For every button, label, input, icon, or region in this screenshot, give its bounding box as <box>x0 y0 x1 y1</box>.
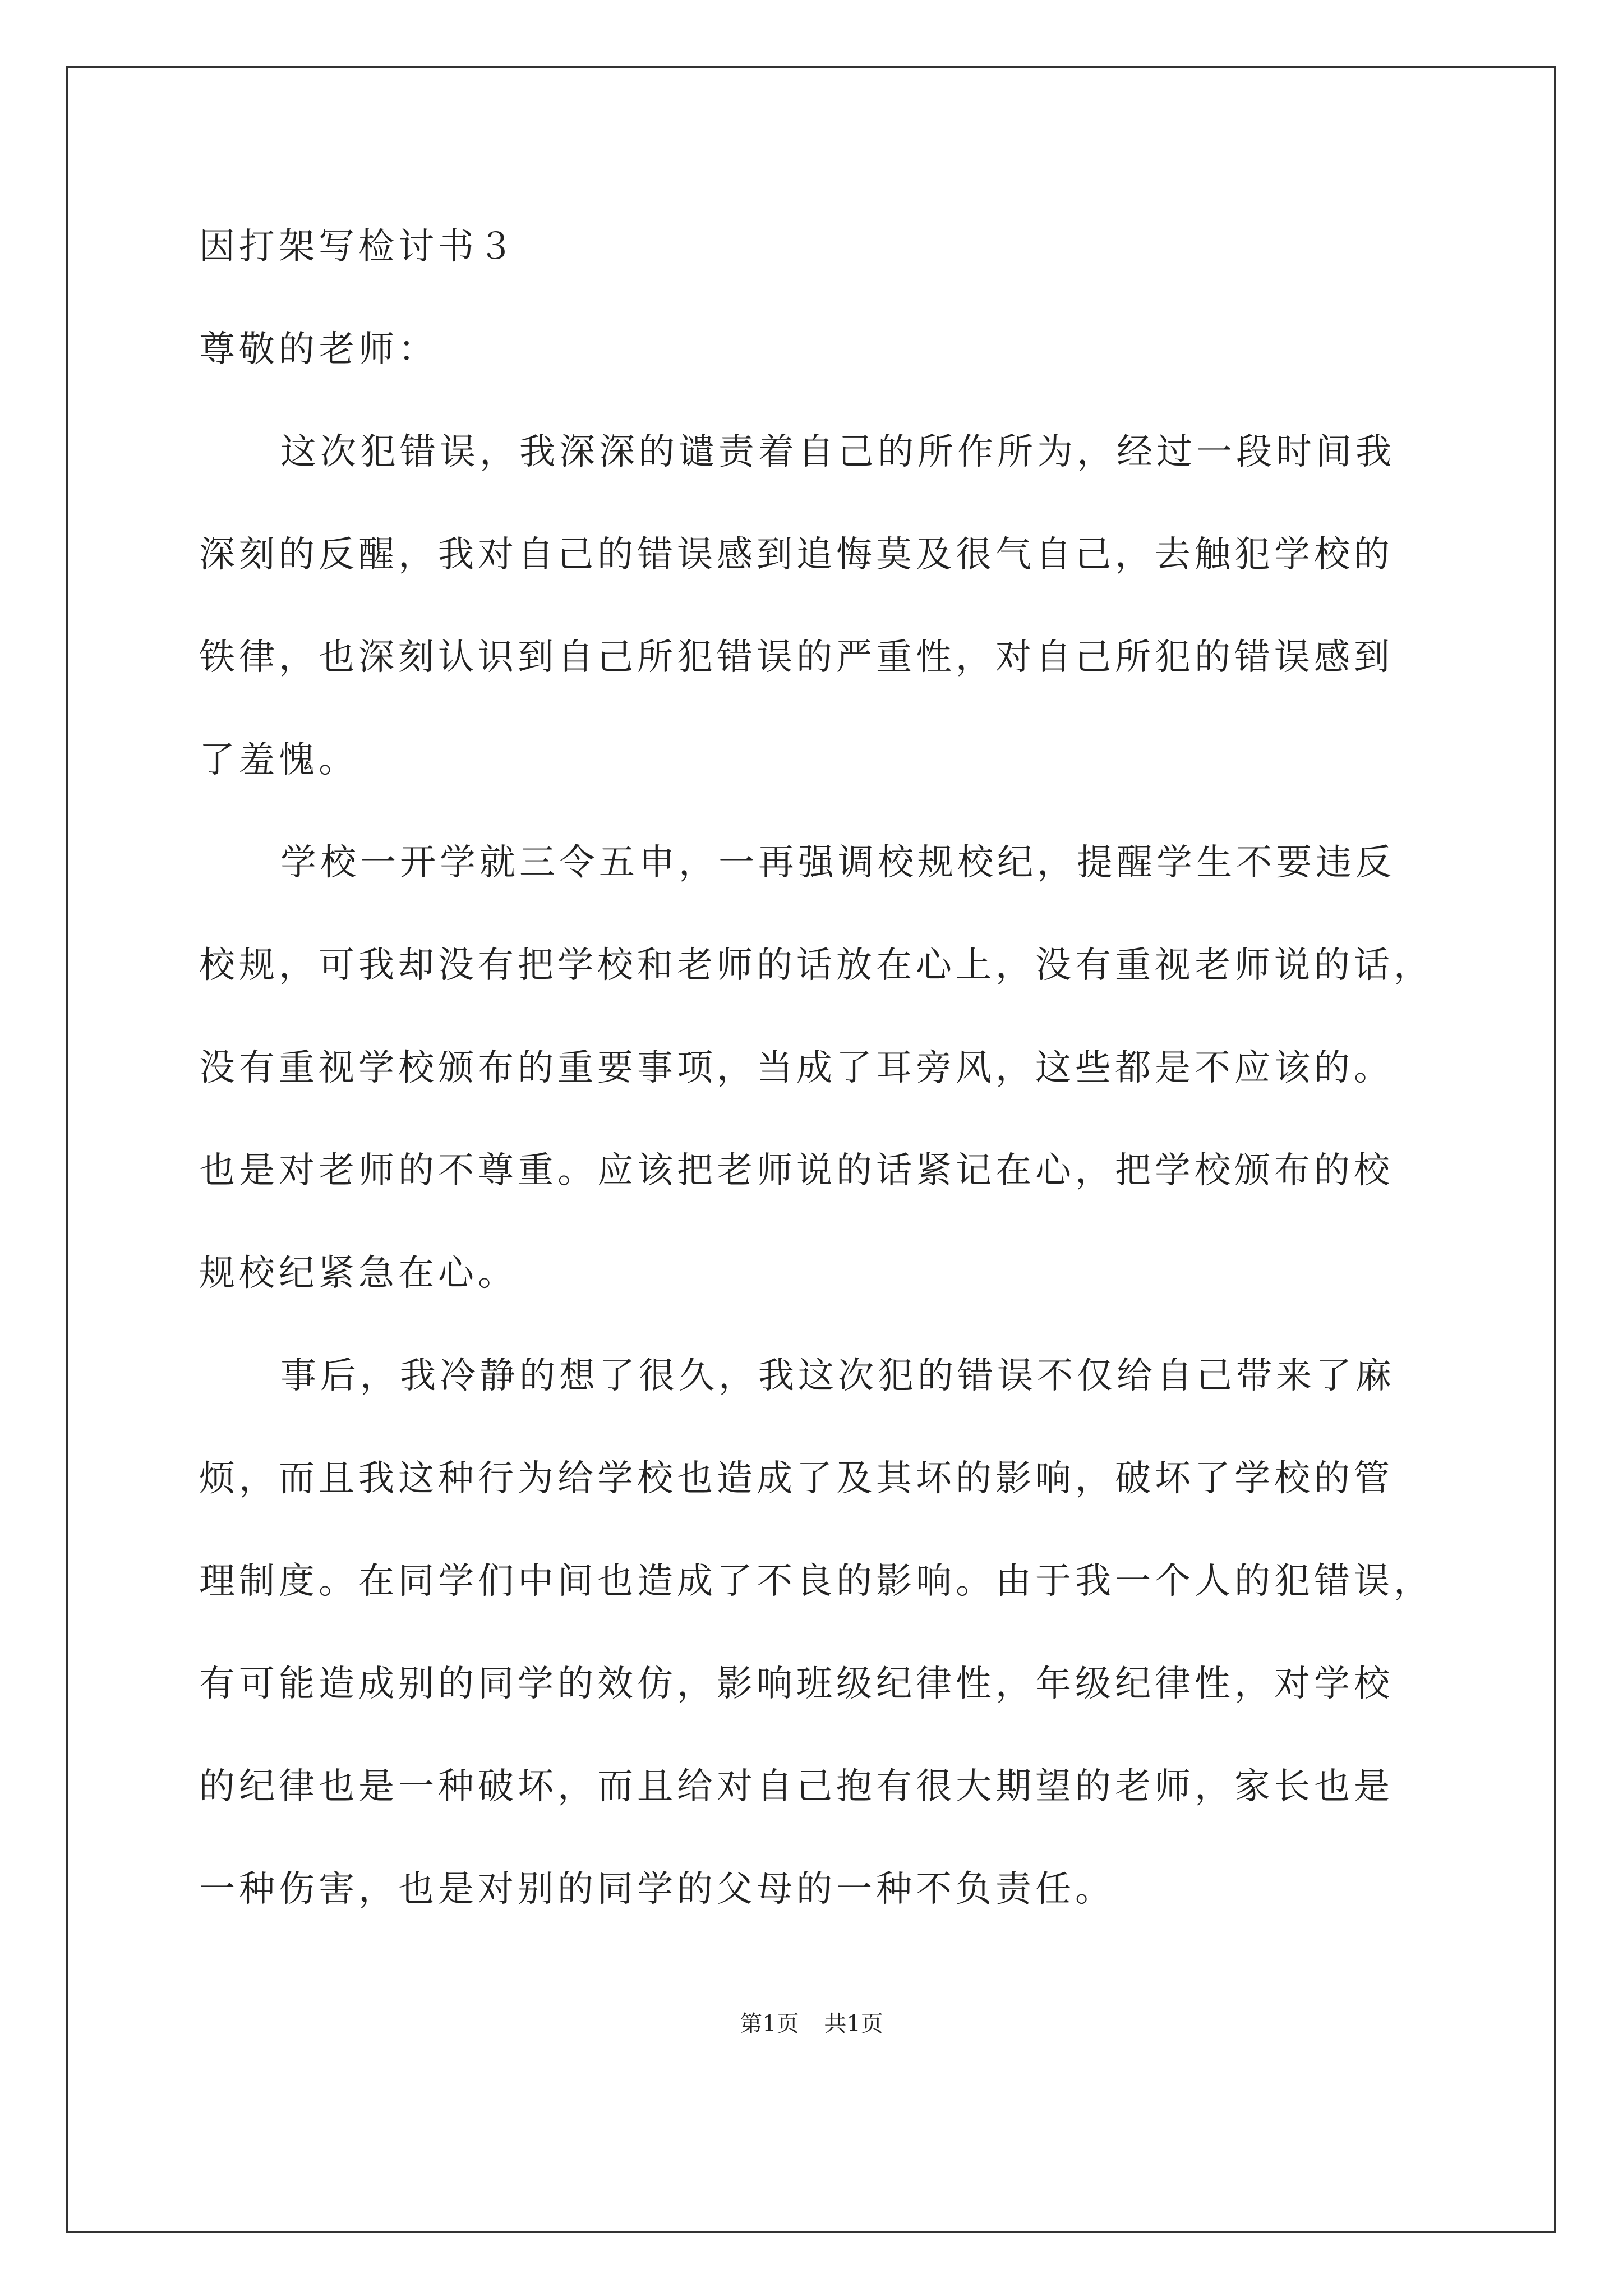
paragraph-2 <box>199 838 1447 1299</box>
document-body <box>199 222 1447 1915</box>
paragraph-1 <box>199 427 1447 786</box>
paragraph-line: 事后，我冷静的想了很久，我这次犯的错误不仅给自己带来了麻 <box>280 1355 1395 1397</box>
paragraph-line: 也是对老师的不尊重。应该把老师说的话紧记在心，把学校颁布的校 <box>199 1150 1394 1191</box>
paragraph-line: 校规，可我却没有把学校和老师的话放在心上，没有重视老师说的话， <box>199 945 1433 986</box>
paragraph-line: 铁律，也深刻认识到自己所犯错误的严重性，对自己所犯的错误感到 <box>199 637 1394 678</box>
page-number: 第1页 <box>740 2011 799 2037</box>
paragraph-line: 有可能造成别的同学的效仿，影响班级纪律性，年级纪律性，对学校 <box>199 1663 1394 1705</box>
paragraph-line: 深刻的反醒，我对自己的错误感到追悔莫及很气自己，去触犯学校的 <box>199 534 1394 576</box>
paragraph-3 <box>199 1351 1447 1915</box>
paragraph-line: 烦，而且我这种行为给学校也造成了及其坏的影响，破坏了学校的管 <box>199 1458 1394 1499</box>
paragraph-line: 的纪律也是一种破坏，而且给对自己抱有很大期望的老师，家长也是 <box>199 1766 1394 1807</box>
paragraph-line: 规校纪紧急在心。 <box>199 1253 518 1294</box>
paragraph-line: 学校一开学就三令五申，一再强调校规校纪，提醒学生不要违反 <box>280 842 1395 884</box>
paragraph-line: 了羞愧。 <box>199 739 358 781</box>
document-title: 因打架写检讨书３ <box>199 226 518 268</box>
paragraph-line: 这次犯错误，我深深的谴责着自己的所作所为，经过一段时间我 <box>280 431 1395 473</box>
paragraph-line: 理制度。在同学们中间也造成了不良的影响。由于我一个人的犯错误， <box>199 1561 1433 1602</box>
page-footer <box>0 2007 1623 2041</box>
paragraph-line: 没有重视学校颁布的重要事项，当成了耳旁风，这些都是不应该的。 <box>199 1047 1394 1089</box>
salutation: 尊敬的老师： <box>199 329 438 370</box>
page-total: 共1页 <box>824 2011 883 2037</box>
paragraph-line: 一种伤害，也是对别的同学的父母的一种不负责任。 <box>199 1869 1115 1910</box>
